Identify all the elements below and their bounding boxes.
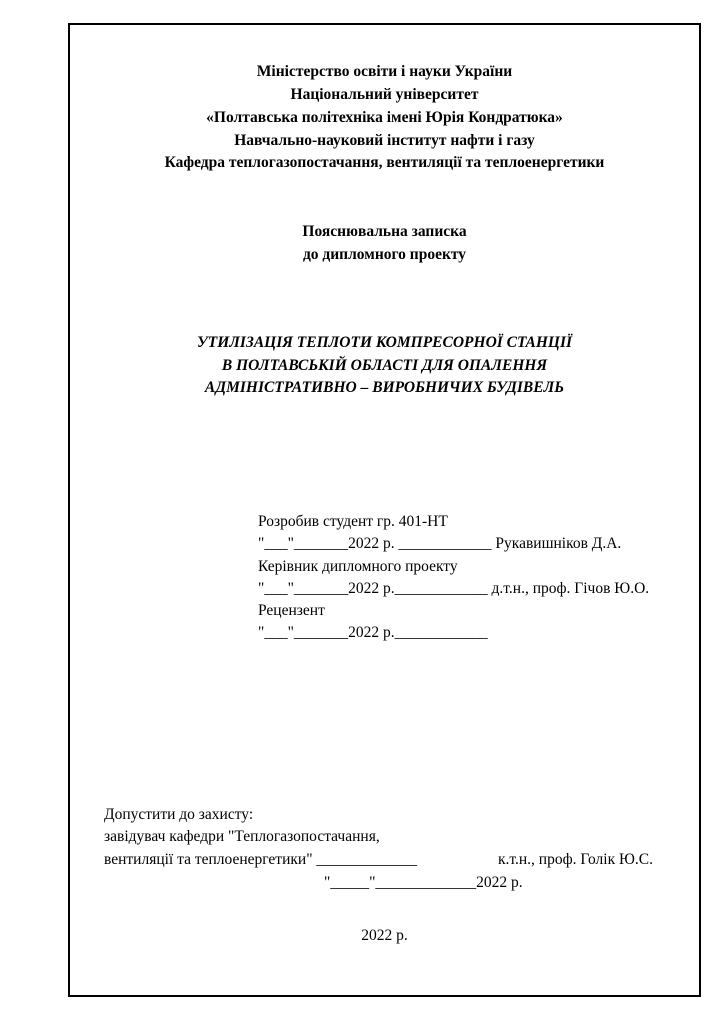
reviewer-label: Рецензент [258,602,325,619]
admission-head-line: завідувач кафедри "Теплогазопостачання, [104,828,380,845]
developer-label: Розробив студент гр. 401-НТ [258,513,448,530]
department-title: Кафедра теплогазопостачання, вентиляції та теплоенергетики [164,154,605,171]
footer-year: 2022 р. [361,927,408,944]
admission-department-line: вентиляції та теплоенергетики" _____________ [104,851,418,868]
institute-title: Навчально-науковий інститут нафти і газу [234,132,535,149]
university-line-1: Національний університет [290,86,479,103]
supervisor-label: Керівник дипломного проекту [258,558,458,575]
ministry-title: Міністерство освіти і науки України [256,63,513,80]
doc-type-line-2: до дипломного проекту [302,246,467,263]
admission-date-line: "_____"_____________2022 р. [324,874,523,891]
reviewer-signature-line: "___"_______2022 р.____________ [258,624,488,641]
developer-signature-line: "___"_______2022 р. ____________ Рукавишніков Д.А. [258,535,622,552]
admission-title: Допустити до захисту: [104,806,254,823]
admission-head-name: к.т.н., проф. Голік Ю.С. [498,851,654,868]
supervisor-signature-line: "___"_______2022 р.____________ д.т.н., проф. Гічов Ю.О. [258,580,650,597]
topic-line-1: УТИЛІЗАЦІЯ ТЕПЛОТИ КОМПРЕСОРНОЇ СТАНЦІЇ [196,334,573,351]
university-line-2: «Полтавська політехніка імені Юрія Кондратюка» [206,109,563,126]
topic-line-2: В ПОЛТАВСЬКІЙ ОБЛАСТІ ДЛЯ ОПАЛЕННЯ [221,357,548,374]
doc-type-line-1: Пояснювальна записка [302,223,467,240]
topic-line-3: АДМІНІСТРАТИВНО – ВИРОБНИЧИХ БУДІВЕЛЬ [204,379,565,396]
